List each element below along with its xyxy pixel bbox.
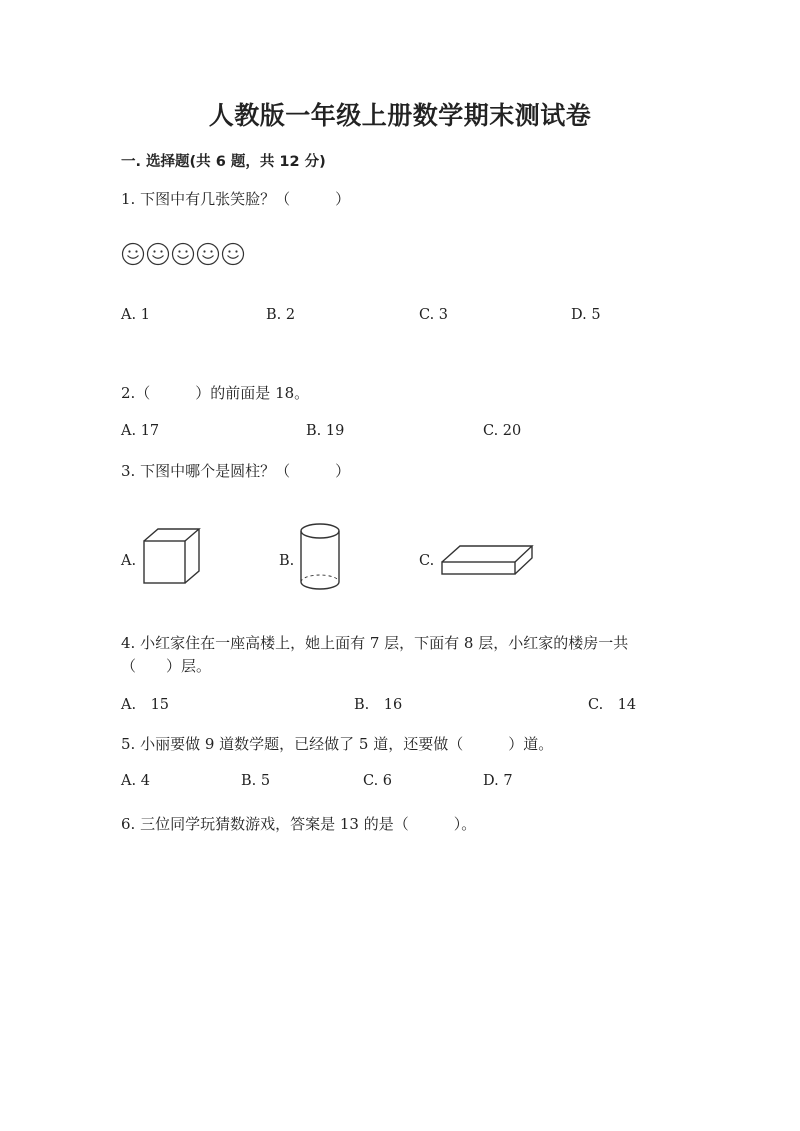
question-6-text: 6. 三位同学玩猜数游戏，答案是 13 的是（ ）。 bbox=[121, 815, 477, 833]
question-5-option-b[interactable]: B. 5 bbox=[241, 773, 271, 789]
question-2-text: 2.（ ）的前面是 18。 bbox=[121, 384, 310, 402]
question-1-option-b[interactable]: B. 2 bbox=[266, 307, 296, 323]
smiley-face-icon bbox=[221, 242, 245, 266]
question-1-text: 1. 下图中有几张笑脸？（ ） bbox=[121, 190, 351, 208]
question-4-option-b[interactable]: B. 16 bbox=[354, 697, 403, 713]
question-4-option-c[interactable]: C. 14 bbox=[588, 697, 637, 713]
question-5-option-c[interactable]: C. 6 bbox=[363, 773, 393, 789]
question-1-option-a[interactable]: A. 1 bbox=[121, 307, 150, 323]
question-4-text: 4. 小红家住在一座高楼上，她上面有 7 层，下面有 8 层，小红家的楼房一共 bbox=[121, 634, 629, 652]
question-2-option-a[interactable]: A. 17 bbox=[121, 423, 160, 439]
question-3-option-b[interactable]: B. bbox=[279, 553, 295, 569]
smiley-face-icon bbox=[171, 242, 195, 266]
section-heading: 一. 选择题(共 6 题，共 12 分) bbox=[121, 154, 326, 170]
question-3-option-a[interactable]: A. bbox=[121, 553, 137, 569]
question-2-option-b[interactable]: B. 19 bbox=[306, 423, 345, 439]
cube-icon bbox=[142, 527, 202, 587]
smiley-face-icon bbox=[146, 242, 170, 266]
question-3-text: 3. 下图中哪个是圆柱？（ ） bbox=[121, 462, 351, 480]
cylinder-icon bbox=[299, 522, 341, 592]
question-5-text: 5. 小丽要做 9 道数学题，已经做了 5 道，还要做（ ）道。 bbox=[121, 735, 554, 753]
question-2-option-c[interactable]: C. 20 bbox=[483, 423, 522, 439]
question-1-option-d[interactable]: D. 5 bbox=[571, 307, 601, 323]
question-5-option-d[interactable]: D. 7 bbox=[483, 773, 513, 789]
smiley-face-icon bbox=[121, 242, 145, 266]
question-4-text-continued: （ ）层。 bbox=[121, 657, 212, 675]
question-4-option-a[interactable]: A. 15 bbox=[121, 697, 170, 713]
question-3-option-c[interactable]: C. bbox=[419, 553, 435, 569]
smiley-face-icon bbox=[196, 242, 220, 266]
question-5-option-a[interactable]: A. 4 bbox=[121, 773, 150, 789]
page-title: 人教版一年级上册数学期末测试卷 bbox=[208, 101, 592, 130]
flat-cuboid-icon bbox=[440, 543, 534, 577]
question-1-option-c[interactable]: C. 3 bbox=[419, 307, 449, 323]
